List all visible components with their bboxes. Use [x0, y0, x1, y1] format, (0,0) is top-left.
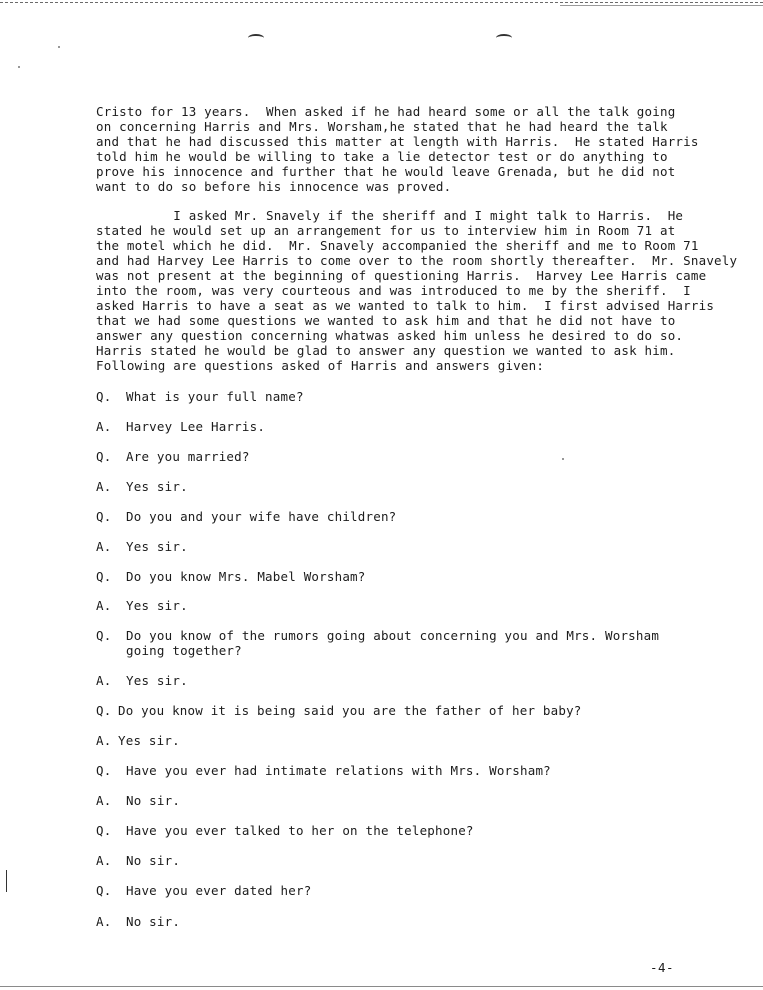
- qa-text: Do you know it is being said you are the father of her baby?: [118, 703, 582, 718]
- qa-label: Q.: [96, 883, 112, 898]
- bottom-border-line: [0, 986, 763, 987]
- qa-line: [96, 853, 180, 868]
- qa-label: Q.: [96, 449, 112, 464]
- qa-text: No sir.: [126, 853, 181, 868]
- margin-mark: [6, 870, 7, 892]
- qa-line: [96, 449, 250, 464]
- qa-label: Q.: [96, 763, 112, 778]
- qa-line: [96, 703, 582, 718]
- qa-line: [96, 673, 188, 688]
- qa-line: [96, 733, 180, 748]
- qa-text: Have you ever had intimate relations with Mrs. Worsham?: [126, 763, 551, 778]
- qa-line: [96, 823, 474, 838]
- qa-text: Yes sir.: [126, 479, 188, 494]
- qa-line: [96, 569, 366, 584]
- top-border-line: [560, 5, 763, 6]
- speck: [562, 458, 564, 460]
- qa-text: No sir.: [126, 793, 181, 808]
- qa-text: Yes sir.: [126, 598, 188, 613]
- qa-line: [96, 793, 180, 808]
- qa-label: A.: [96, 673, 112, 688]
- qa-text: Harvey Lee Harris.: [126, 419, 266, 434]
- qa-line: [96, 763, 551, 778]
- speck: [18, 66, 20, 68]
- qa-label: A.: [96, 419, 112, 434]
- qa-line: [96, 914, 180, 929]
- qa-label: Q.: [96, 703, 112, 718]
- qa-text: Have you ever dated her?: [126, 883, 312, 898]
- qa-label: A.: [96, 539, 112, 554]
- qa-text: No sir.: [126, 914, 181, 929]
- qa-label: Q.: [96, 823, 112, 838]
- qa-text: Do you know of the rumors going about concerning you and Mrs. Worsham going together?: [126, 628, 660, 658]
- speck: [58, 46, 60, 48]
- qa-line: [96, 479, 188, 494]
- paragraph-interview: I asked Mr. Snavely if the sheriff and I might talk to Harris. He stated he would set up an arrangement for us to interview him in Room 71 at the motel which he did. Mr. Snavely accompanied the sheriff and me to Room 71 and had Harvey Lee Harris to come over to the room shortly thereafter. Mr. Snavely was not present at the beginning of questioning Harris. Harvey Lee Harris came into the room, was very courteous and was introduced to me by the sheriff. I asked Harris to have a seat as we wanted to talk to him. I first advised Harris that we had some questions we wanted to ask him and that he did not have to answer any question concerning whatwas asked him unless he desired to do so. Harris stated he would be glad to answer any question we wanted to ask him. Following are questions asked of Harris and answers given:: [96, 208, 738, 373]
- qa-label: Q.: [96, 569, 112, 584]
- qa-text: Yes sir.: [118, 733, 180, 748]
- binding-mark-right: [496, 34, 512, 42]
- qa-label: A.: [96, 598, 112, 613]
- qa-line: [96, 419, 265, 434]
- qa-label: A.: [96, 914, 112, 929]
- qa-label: Q.: [96, 509, 112, 524]
- page-number: -4-: [650, 960, 675, 975]
- qa-label: A.: [96, 793, 112, 808]
- paragraph-continuation: Cristo for 13 years. When asked if he had heard some or all the talk going on concerning Harris and Mrs. Worsham,he stated that he had heard the talk and that he had discussed this matter at length with Harris. He stated Harris told him he would be willing to take a lie detector test or do anything to prove his innocence and further that he would leave Grenada, but he did not want to do so before his innocence was proved.: [96, 104, 699, 194]
- qa-label: A.: [96, 479, 112, 494]
- qa-label: A.: [96, 733, 112, 748]
- qa-label: Q.: [96, 389, 112, 404]
- qa-text: Have you ever talked to her on the telephone?: [126, 823, 474, 838]
- qa-text: What is your full name?: [126, 389, 304, 404]
- qa-line: [96, 628, 659, 658]
- qa-text: Do you know Mrs. Mabel Worsham?: [126, 569, 366, 584]
- qa-label: Q.: [96, 628, 112, 643]
- qa-line: [96, 539, 188, 554]
- binding-mark-left: [248, 34, 264, 42]
- qa-line: [96, 883, 311, 898]
- top-dashed-border: [0, 2, 763, 3]
- qa-line: [96, 509, 396, 524]
- qa-text: Are you married?: [126, 449, 250, 464]
- qa-line: [96, 389, 304, 404]
- qa-label: A.: [96, 853, 112, 868]
- qa-text: Yes sir.: [126, 539, 188, 554]
- qa-text: Yes sir.: [126, 673, 188, 688]
- qa-text: Do you and your wife have children?: [126, 509, 397, 524]
- qa-line: [96, 598, 188, 613]
